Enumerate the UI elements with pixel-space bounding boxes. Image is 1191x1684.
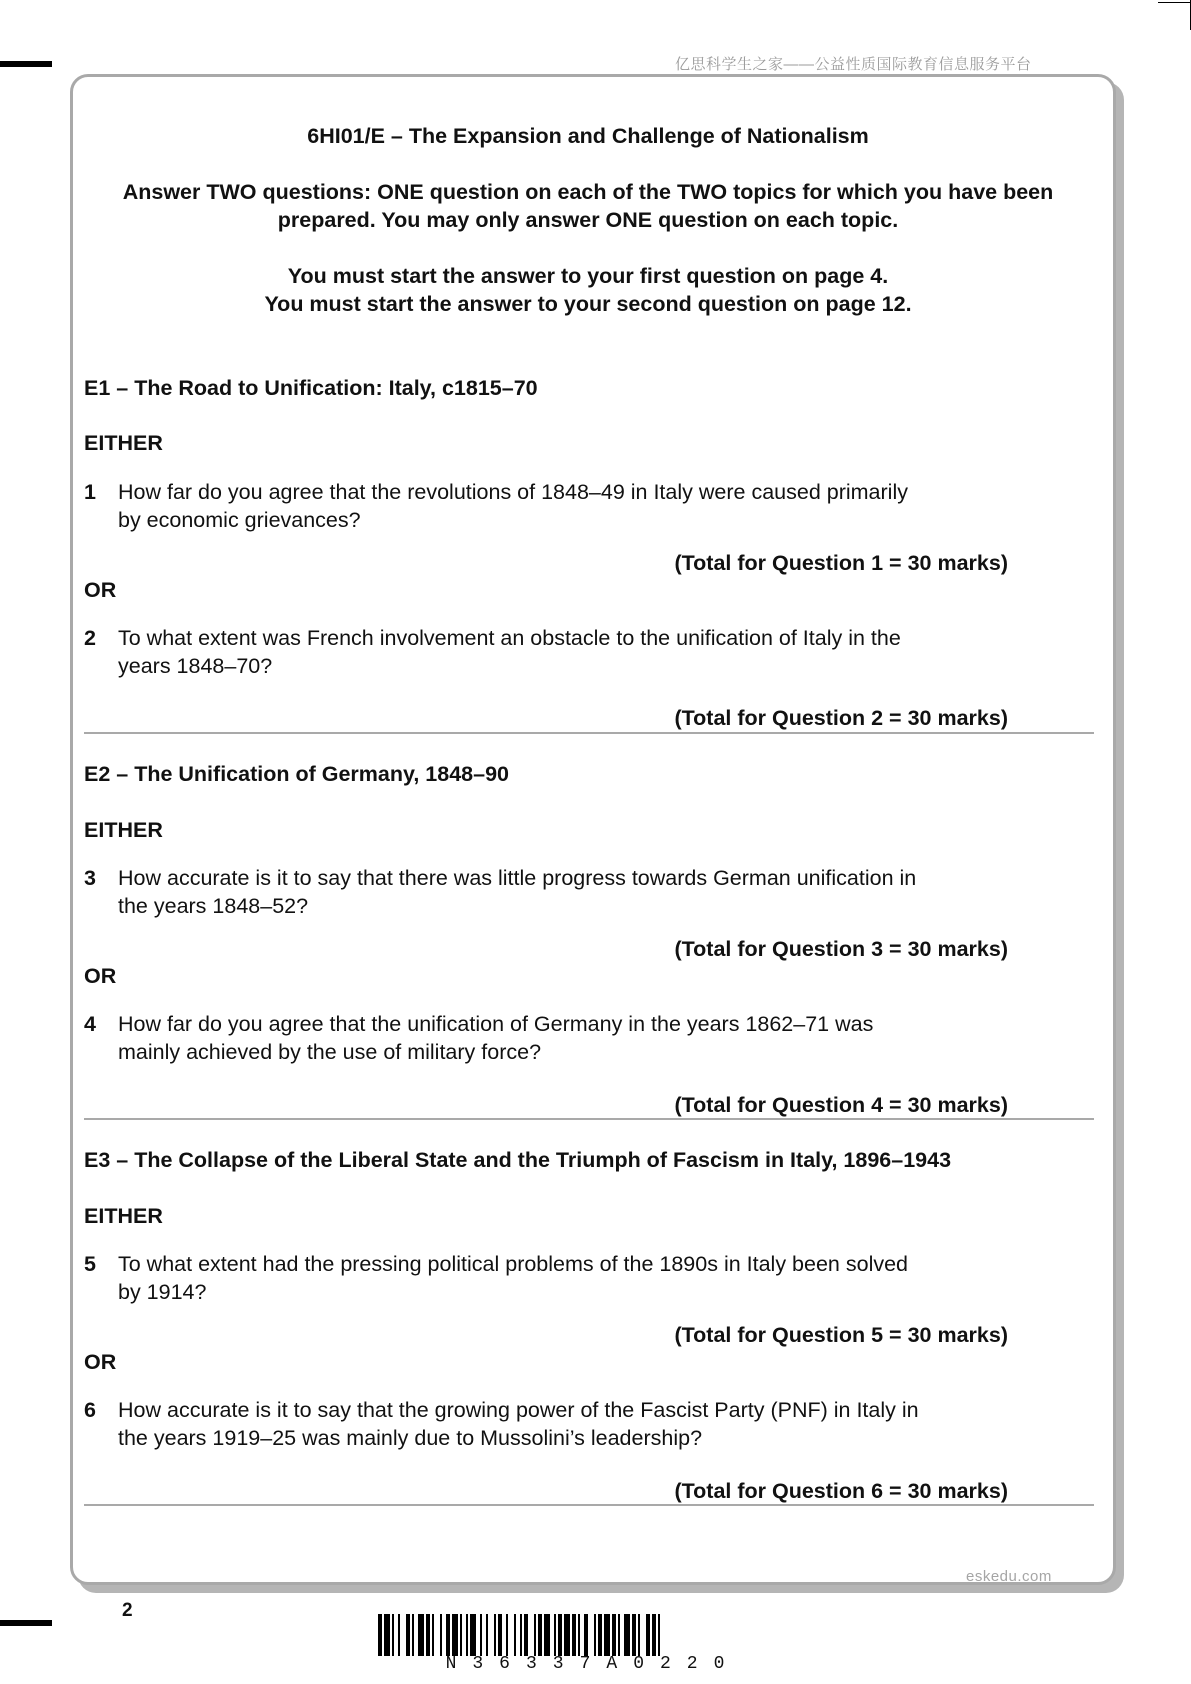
- total-marks: (Total for Question 6 = 30 marks): [674, 1479, 1008, 1503]
- total-marks: (Total for Question 2 = 30 marks): [674, 706, 1008, 730]
- question-text: [118, 864, 978, 920]
- question-line: How accurate is it to say that the growing power of the Fascist Party (PNF) in Italy in: [118, 1398, 919, 1422]
- either-label: EITHER: [84, 1204, 163, 1228]
- question-line: the years 1848–52?: [118, 894, 309, 918]
- section-title-e3: E3 – The Collapse of the Liberal State and the Triumph of Fascism in Italy, 1896–1943: [84, 1148, 952, 1172]
- question-line: by 1914?: [118, 1280, 207, 1304]
- either-label: EITHER: [84, 431, 163, 455]
- barcode-text: N36337A0220: [445, 1654, 741, 1674]
- section-divider: [84, 1504, 1094, 1506]
- question-number: 3: [84, 866, 96, 890]
- question-text: [118, 1250, 978, 1306]
- either-label: EITHER: [84, 818, 163, 842]
- question-line: How accurate is it to say that there was little progress towards German unification in: [118, 866, 917, 890]
- question-number: 1: [84, 480, 96, 504]
- question-line: by economic grievances?: [118, 508, 361, 532]
- question-line: How far do you agree that the revolutions of 1848–49 in Italy were caused primarily: [118, 480, 908, 504]
- section-title-e1: E1 – The Road to Unification: Italy, c1815–70: [84, 376, 538, 400]
- watermark-top: 亿思科学生之家——公益性质国际教育信息服务平台: [675, 56, 1032, 73]
- question-line: mainly achieved by the use of military force?: [118, 1040, 542, 1064]
- or-label: OR: [84, 1350, 117, 1374]
- question-text: [118, 624, 978, 680]
- instructions-start-pages: [84, 262, 1092, 318]
- crop-mark-left-bottom: [0, 1620, 52, 1626]
- section-title-e2: E2 – The Unification of Germany, 1848–90: [84, 762, 509, 786]
- question-line: To what extent had the pressing political problems of the 1890s in Italy been solved: [118, 1252, 909, 1276]
- crop-mark-right-top-h: [1158, 2, 1191, 3]
- or-label: OR: [84, 964, 117, 988]
- question-line: How far do you agree that the unification of Germany in the years 1862–71 was: [118, 1012, 874, 1036]
- instruction-second-question: You must start the answer to your second question on page 12.: [264, 292, 912, 316]
- question-line: To what extent was French involvement an obstacle to the unification of Italy in the: [118, 626, 901, 650]
- instruction-answer-two: Answer TWO questions: ONE question on each of the TWO topics for which you have been prepared. You may only answer ONE question on each topic.: [122, 180, 1054, 232]
- question-line: the years 1919–25 was mainly due to Mussolini’s leadership?: [118, 1426, 703, 1450]
- paper-title: 6HI01/E – The Expansion and Challenge of Nationalism: [307, 124, 869, 148]
- question-text: [118, 1010, 978, 1066]
- section-divider: [84, 732, 1094, 734]
- question-number: 2: [84, 626, 96, 650]
- instruction-first-question: You must start the answer to your first question on page 4.: [287, 264, 889, 288]
- question-number: 6: [84, 1398, 96, 1422]
- question-number: 5: [84, 1252, 96, 1276]
- crop-mark-left-top: [0, 61, 52, 67]
- total-marks: (Total for Question 4 = 30 marks): [674, 1093, 1008, 1117]
- question-number: 4: [84, 1012, 96, 1036]
- page-number: 2: [122, 1600, 133, 1621]
- total-marks: (Total for Question 1 = 30 marks): [674, 551, 1008, 575]
- section-divider: [84, 1118, 1094, 1120]
- watermark-bottom: eskedu.com: [966, 1568, 1052, 1585]
- question-text: [118, 1396, 978, 1452]
- question-text: [118, 478, 978, 534]
- instructions-block: [84, 178, 1092, 234]
- or-label: OR: [84, 578, 117, 602]
- barcode: [378, 1614, 808, 1656]
- total-marks: (Total for Question 5 = 30 marks): [674, 1323, 1008, 1347]
- question-line: years 1848–70?: [118, 654, 273, 678]
- total-marks: (Total for Question 3 = 30 marks): [674, 937, 1008, 961]
